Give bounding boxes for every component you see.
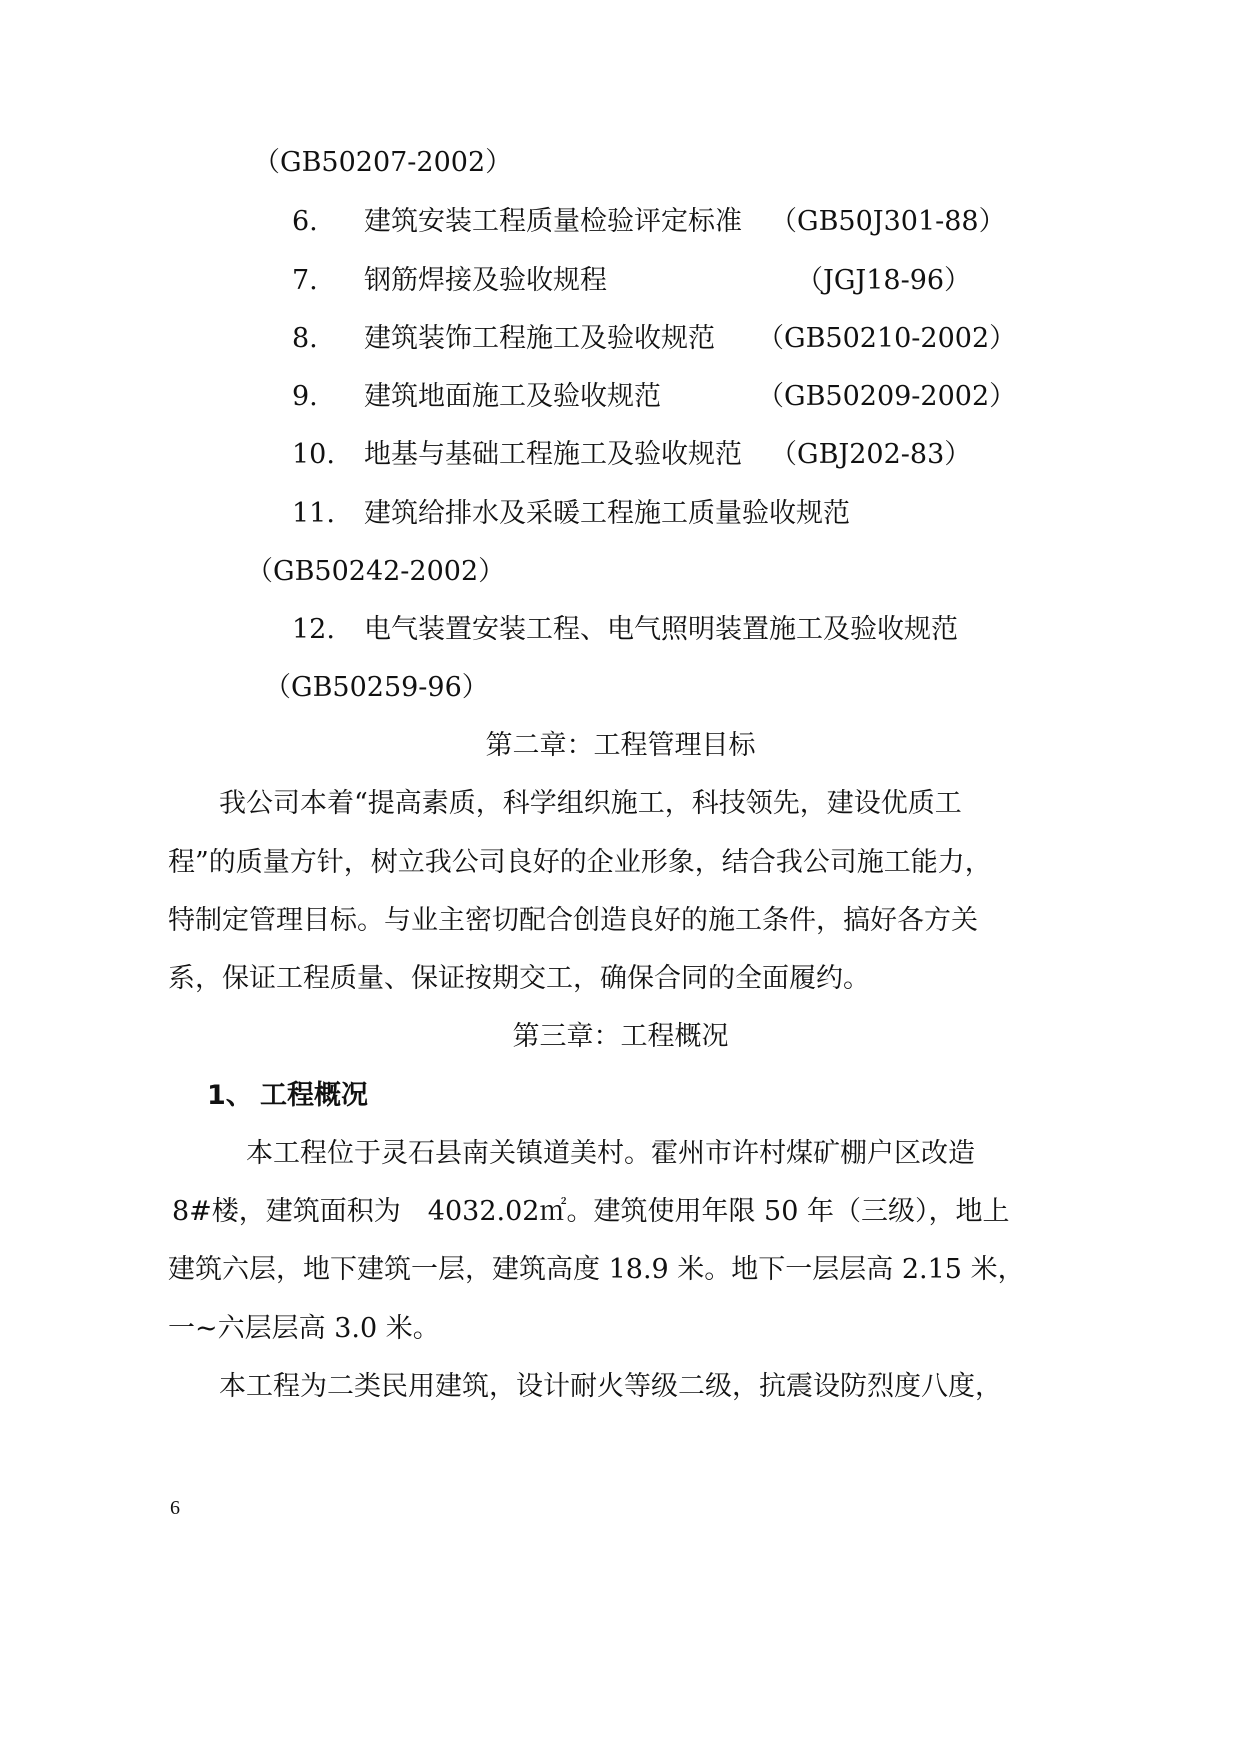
list-item-number: 8. xyxy=(292,323,318,354)
list-item-title: 电气装置安装工程、电气照明装置施工及验收规范 xyxy=(364,614,958,645)
paragraph-line: 程”的质量方针，树立我公司良好的企业形象，结合我公司施工能力， xyxy=(168,847,992,878)
list-item-title: 建筑给排水及采暖工程施工质量验收规范 xyxy=(364,498,850,529)
list-item-code: （GB50209-2002） xyxy=(757,381,1017,412)
paragraph-line: 特制定管理目标。与业主密切配合创造良好的施工条件，搞好各方关 xyxy=(168,905,978,936)
paragraph-line: 本工程位于灵石县南关镇道美村。霍州市许村煤矿棚户区改造 xyxy=(246,1138,975,1169)
list-item-number: 11. xyxy=(292,498,335,529)
list-item-number: 7. xyxy=(292,265,318,296)
paragraph-line: 系，保证工程质量、保证按期交工，确保合同的全面履约。 xyxy=(168,963,870,994)
page-number: 6 xyxy=(170,1497,180,1519)
list-item-number: 12. xyxy=(292,614,335,645)
list-item-title: 建筑安装工程质量检验评定标准 xyxy=(364,206,742,237)
list-item-number: 9. xyxy=(292,381,318,412)
list-item-number: 10. xyxy=(292,439,335,470)
list-item-code: （GB50259-96） xyxy=(264,672,489,703)
list-item-title: 钢筋焊接及验收规程 xyxy=(364,265,607,296)
list-item-code: （JGJ18-96） xyxy=(796,265,972,296)
list-item-title: 地基与基础工程施工及验收规范 xyxy=(364,439,742,470)
list-item-code: （GBJ202-83） xyxy=(770,439,972,470)
list-item-code: （GB50J301-88） xyxy=(770,206,1006,237)
paragraph-line: 我公司本着“提高素质，科学组织施工，科技领先，建设优质工 xyxy=(219,788,962,819)
chapter-heading: 第二章：工程管理目标 xyxy=(485,730,756,761)
list-item-code: （GB50210-2002） xyxy=(757,323,1017,354)
list-item-number: 6. xyxy=(292,206,318,237)
list-item-title: 建筑地面施工及验收规范 xyxy=(364,381,661,412)
paragraph-line: 本工程为二类民用建筑，设计耐火等级二级，抗震设防烈度八度， xyxy=(219,1371,1002,1402)
chapter-heading: 第三章：工程概况 xyxy=(512,1021,729,1052)
paragraph-line: 8#楼，建筑面积为 4032.02㎡。建筑使用年限 50 年（三级），地上 xyxy=(172,1196,1010,1227)
list-continuation-code: （GB50207-2002） xyxy=(253,147,513,178)
list-item-code: （GB50242-2002） xyxy=(246,556,506,587)
paragraph-line: 建筑六层，地下建筑一层，建筑高度 18.9 米。地下一层层高 2.15 米， xyxy=(168,1254,1025,1285)
list-item-title: 建筑装饰工程施工及验收规范 xyxy=(364,323,715,354)
section-number: 1、 xyxy=(207,1080,253,1111)
paragraph-line: 一~六层层高 3.0 米。 xyxy=(168,1313,440,1344)
section-title: 工程概况 xyxy=(260,1080,368,1111)
